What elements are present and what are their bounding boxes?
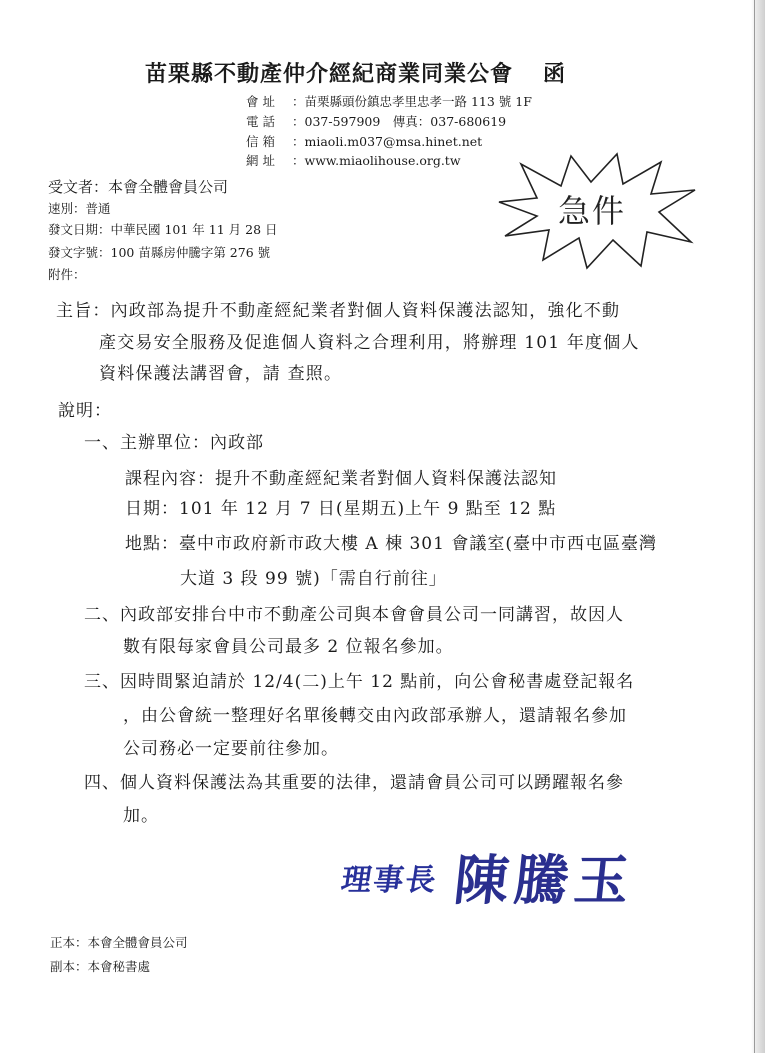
explanation-line: 日期：101 年 12 月 7 日(星期五)上午 9 點至 12 點: [125, 499, 557, 519]
contact-value: ：miaoli.m037@msa.hinet.net: [292, 134, 483, 149]
issue-date: 發文日期：中華民國 101 年 11 月 28 日: [48, 222, 278, 237]
contact-website: [246, 152, 461, 169]
contact-label: 電 話: [246, 114, 275, 129]
explanation-line: 大道 3 段 99 號)「需自行前往」: [180, 569, 447, 589]
explanation-item: 二、內政部安排台中市不動產公司與本會會員公司一同講習，故因人: [84, 605, 624, 625]
subject-line: 產交易安全服務及促進個人資料之合理利用，將辦理 101 年度個人: [99, 333, 640, 353]
signature-name: 陳騰玉: [451, 848, 638, 912]
explanation-line: ，由公會統一整理好名單後轉交由內政部承辦人，還請報名參加: [123, 706, 627, 726]
explanation-line: 公司務必一定要前往參加。: [123, 739, 339, 759]
copy-recipient: 副本：本會秘書處: [50, 959, 151, 974]
contact-label: 網 址: [246, 153, 275, 168]
reference-number: 發文字號：100 苗縣房仲騰字第 276 號: [48, 245, 271, 260]
explanation-line: 課程內容：提升不動產經紀業者對個人資料保護法認知: [125, 469, 557, 489]
explanation-line: 加。: [123, 806, 159, 826]
contact-phone: [246, 113, 506, 130]
contact-value: ：苗栗縣頭份鎮忠孝里忠孝一路 113 號 1F: [292, 94, 532, 109]
attachment: 附件：: [48, 267, 86, 282]
subject-line: 主旨：內政部為提升不動產經紀業者對個人資料保護法認知，強化不動: [56, 301, 621, 321]
explanation-item: 四、個人資料保護法為其重要的法律，還請會員公司可以踴躍報名參: [84, 773, 624, 793]
original-recipient: 正本：本會全體會員公司: [50, 935, 188, 950]
explanation-item: 三、因時間緊迫請於 12/4(二)上午 12 點前，向公會秘書處登記報名: [84, 672, 635, 692]
explanation-line: 地點：臺中市政府新市政大樓 A 棟 301 會議室(臺中市西屯區臺灣: [125, 534, 657, 554]
contact-value: ：www.miaolihouse.org.tw: [292, 153, 461, 168]
scan-edge-line: [754, 0, 755, 1053]
explanation-item: 一、主辦單位：內政部: [84, 433, 264, 453]
contact-label: 會 址: [246, 94, 275, 109]
signature-title: 理事長: [339, 863, 440, 898]
speed: 速別：普通: [48, 201, 111, 216]
explanation-heading: 說明：: [58, 401, 112, 421]
explanation-line: 數有限每家會員公司最多 2 位報名參加。: [123, 637, 454, 657]
contact-value: ：037-597909 傳真：037-680619: [292, 114, 507, 129]
contact-label: 信 箱: [246, 134, 275, 149]
document-title: [145, 57, 566, 88]
org-name: 苗栗縣不動產仲介經紀商業同業公會: [145, 61, 514, 87]
urgent-label: 急件: [558, 192, 627, 230]
contact-address: [246, 93, 532, 110]
contact-email: [246, 133, 482, 150]
subject-line: 資料保護法講習會，請 查照。: [99, 364, 343, 384]
doc-type: 函: [543, 61, 567, 87]
recipient: 受文者：本會全體會員公司: [48, 178, 229, 196]
